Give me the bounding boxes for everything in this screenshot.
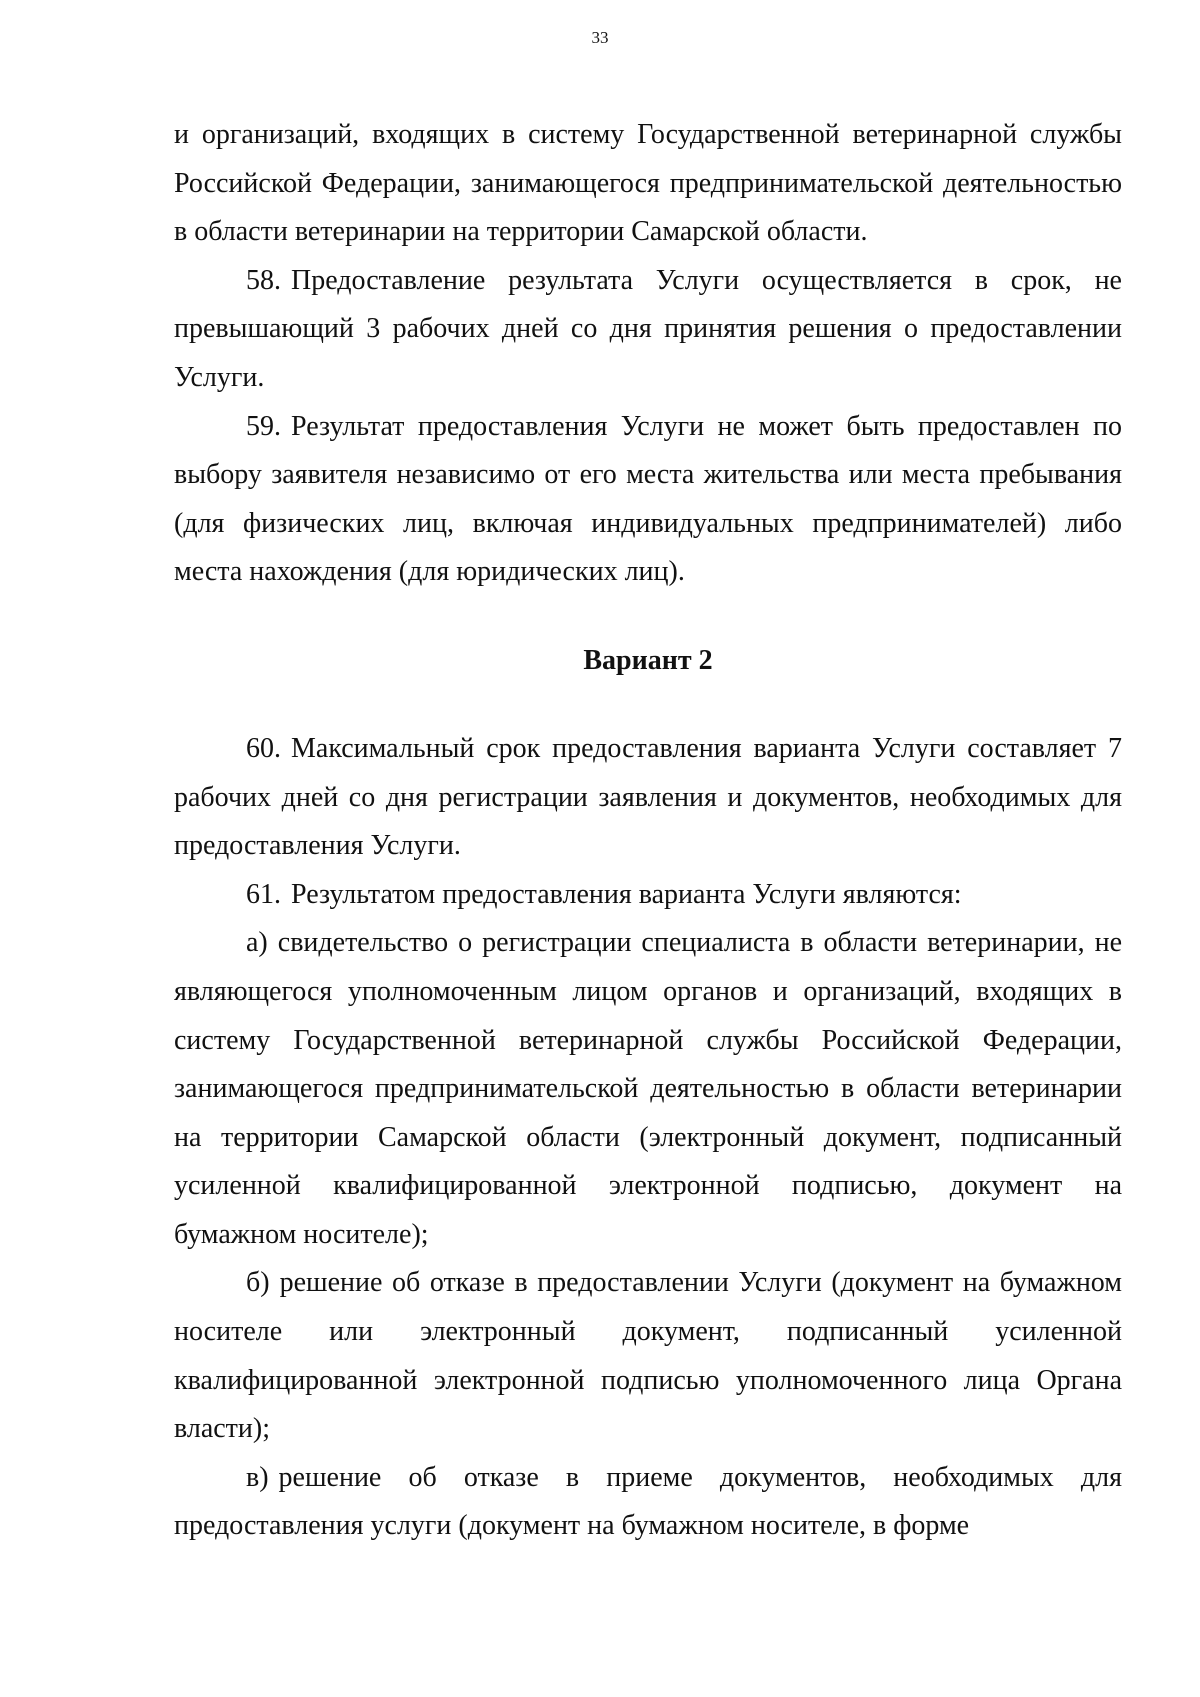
list-item-a [174, 919, 1122, 1259]
list-item-v [174, 1454, 1122, 1551]
paragraph-text: Предоставление результата Услуги осуществляется в срок, не превышающий 3 рабочих дней со дня принятия решения о предоставлении Услуги. [174, 264, 1122, 393]
paragraph-number: 60. [246, 732, 281, 764]
paragraph-text: Максимальный срок предоставления варианта Услуги составляет 7 рабочих дней со дня регистрации заявления и документов, необходимых для предоставления Услуги. [174, 732, 1122, 862]
paragraph-number: 58. [246, 264, 281, 296]
list-item-text: решение об отказе в предоставлении Услуги (документ на бумажном носителе или электронный документ, подписанный усиленной квалифицированной электронной подписью уполномоченного лица Органа власти); [174, 1267, 1122, 1445]
section-heading: Вариант 2 [583, 644, 713, 676]
paragraph-text: Результат предоставления Услуги не может быть предоставлен по выбору заявителя независимо от его места жительства или места пребывания (для физических лиц, включая индивидуальных предпринимателей) либо места нахождения (для юридических лиц). [174, 410, 1122, 588]
paragraph-continuation: и организаций, входящих в систему Государственной ветеринарной службы Российской Федерации, занимающегося предпринимательской деятельностью в области ветеринарии на территории Самарской области. [174, 119, 1122, 248]
page-number: 33 [591, 28, 609, 47]
list-item-marker: б) [246, 1267, 270, 1299]
paragraph-number: 59. [246, 410, 281, 442]
paragraph-61 [174, 871, 1122, 920]
paragraph-58 [174, 257, 1122, 403]
paragraph-59 [174, 403, 1122, 597]
paragraph-text: Результатом предоставления варианта Услуги являются: [291, 878, 962, 910]
paragraph-60 [174, 725, 1122, 871]
list-item-text: свидетельство о регистрации специалиста в области ветеринарии, не являющегося уполномоченным лицом органов и организаций, входящих в систему Государственной ветеринарной службы Российской Федерации, занимающегося предпринимательской деятельностью в области ветеринарии на территории Самарской области (электронный документ, подписанный усиленной квалифицированной электронной подписью, документ на бумажном носителе); [174, 927, 1122, 1250]
document-body [174, 111, 1122, 1551]
list-item-marker: а) [246, 927, 268, 959]
list-item-b [174, 1259, 1122, 1453]
list-item-marker: в) [246, 1461, 269, 1493]
paragraph-number: 61. [246, 878, 281, 910]
list-item-text: решение об отказе в приеме документов, необходимых для предоставления услуги (документ на бумажном носителе, в форме [174, 1461, 1122, 1542]
